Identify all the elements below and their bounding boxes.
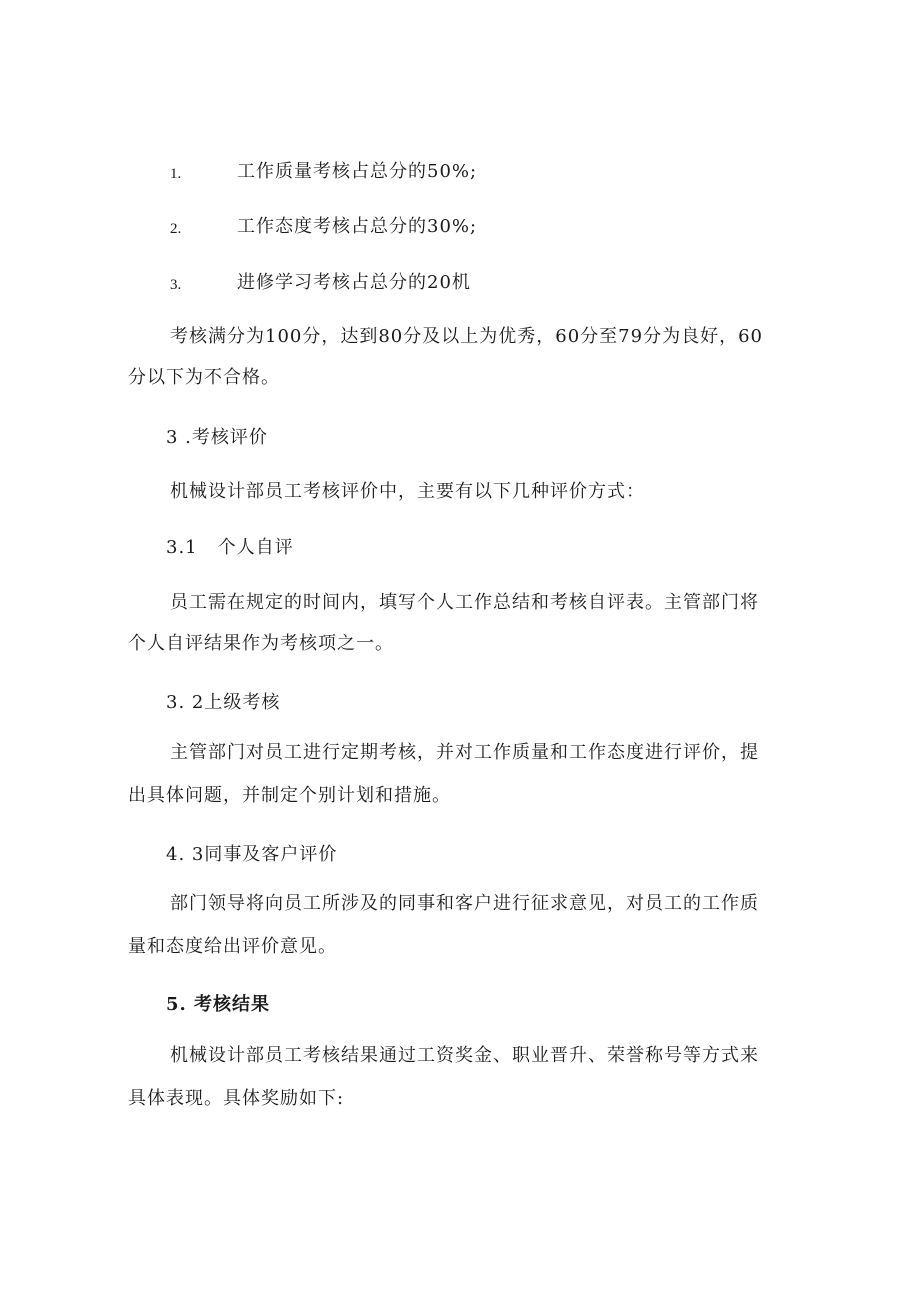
paragraph-line: 主管部门对员工进行定期考核，并对工作质量和工作态度进行评价，提 bbox=[170, 742, 759, 763]
list-item-number: 2. bbox=[170, 221, 182, 237]
list-item-number: 3. bbox=[170, 277, 182, 293]
section-heading: 3 .考核评价 bbox=[166, 427, 268, 448]
paragraph-line: 量和态度给出评价意见。 bbox=[128, 936, 337, 957]
paragraph-line: 机械设计部员工考核结果通过工资奖金、职业晋升、荣誉称号等方式来 bbox=[170, 1045, 759, 1066]
paragraph-line: 机械设计部员工考核评价中，主要有以下几种评价方式： bbox=[170, 481, 645, 502]
paragraph-line: 个人自评结果作为考核项之一。 bbox=[128, 633, 394, 654]
section-heading: 3.1 个人自评 bbox=[166, 537, 294, 558]
paragraph-line: 考核满分为100分，达到80分及以上为优秀，60分至79分为良好，60 bbox=[170, 326, 763, 347]
paragraph-line: 出具体问题，并制定个别计划和措施。 bbox=[128, 785, 451, 806]
paragraph-line: 具体表现。具体奖励如下: bbox=[128, 1088, 345, 1109]
paragraph-line: 员工需在规定的时间内，填写个人工作总结和考核自评表。主管部门将 bbox=[170, 592, 759, 613]
list-item-text: 工作质量考核占总分的50%; bbox=[237, 161, 478, 182]
section-heading: 5. 考核结果 bbox=[166, 994, 271, 1015]
paragraph-line: 分以下为不合格。 bbox=[128, 367, 280, 388]
section-heading: 3. 2上级考核 bbox=[166, 692, 281, 713]
list-item-number: 1. bbox=[170, 166, 182, 182]
list-item-text: 工作态度考核占总分的30%; bbox=[237, 216, 478, 237]
list-item-text: 进修学习考核占总分的20机 bbox=[237, 272, 471, 293]
section-heading: 4. 3同事及客户评价 bbox=[166, 844, 338, 865]
paragraph-line: 部门领导将向员工所涉及的同事和客户进行征求意见，对员工的工作质 bbox=[170, 893, 759, 914]
